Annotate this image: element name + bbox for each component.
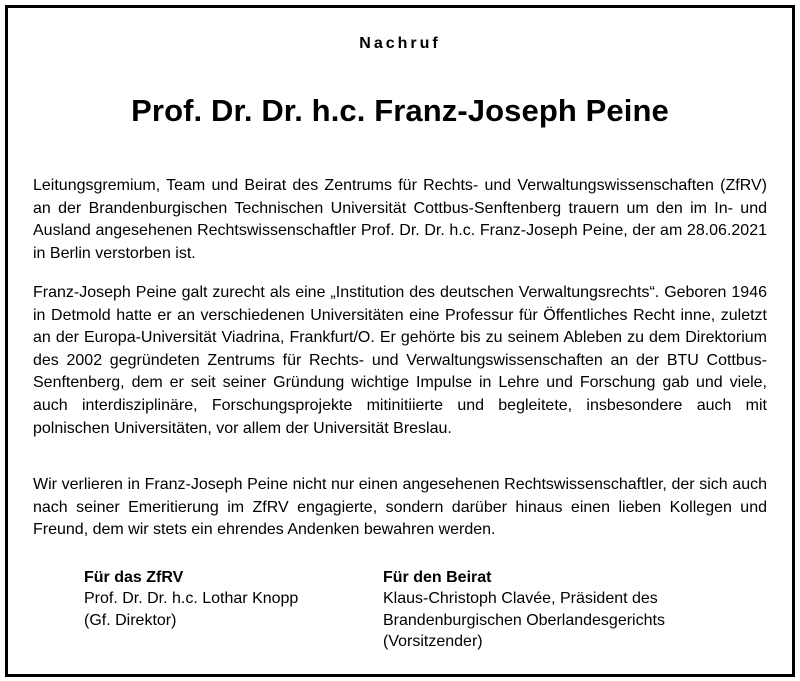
paragraph-intro: Leitungsgremium, Team und Beirat des Zentrums für Rechts- und Verwaltungswissenschaften (ZfRV) an der Brandenburgischen Technischen Universität Cottbus-Senftenberg trauern um den im In- und Ausland angesehenen Rechtswissenschaftler Prof. Dr. Dr. h.c. Franz-Joseph Peine, der am 28.06.2021 in Berlin verstorben ist. bbox=[33, 177, 767, 262]
notice-title: Prof. Dr. Dr. h.c. Franz-Joseph Peine bbox=[131, 93, 669, 128]
signature-heading: Für das ZfRV bbox=[84, 569, 184, 586]
signature-line: Prof. Dr. Dr. h.c. Lothar Knopp bbox=[84, 590, 299, 608]
signature-heading: Für den Beirat bbox=[383, 569, 492, 586]
signature-line: Klaus-Christoph Clavée, Präsident des bbox=[383, 590, 658, 608]
signature-zfrv bbox=[84, 567, 298, 631]
notice-kicker: Nachruf bbox=[359, 35, 441, 52]
signature-beirat bbox=[383, 567, 665, 652]
signature-line: (Gf. Direktor) bbox=[84, 611, 177, 629]
signature-line: (Vorsitzender) bbox=[383, 632, 483, 650]
paragraph-biography: Franz-Joseph Peine galt zurecht als eine „Institution des deutschen Verwaltungsrechts“. Geboren 1946 in Detmold hatte er an verschiedenen Universitäten eine Professur für Öffentliches Recht inne, zuletzt an der Europa-Universität Viadrina, Frankfurt/O. Er gehörte bis zu seinem Ableben zu dem Direktorium des 2002 gegründeten Zentrums für Rechts- und Verwaltungswissenschaften an der BTU Cottbus-Senftenberg, dem er seit seiner Gründung wichtige Impulse in Lehre und Forschung gab und viele, auch interdisziplinäre, Forschungsprojekte mitinitiierte und begleitete, insbesondere auch mit polnischen Universitäten, vor allem der Universität Breslau. bbox=[33, 284, 767, 437]
paragraph-closing: Wir verlieren in Franz-Joseph Peine nicht nur einen angesehenen Rechtswissenschaftler, der sich auch nach seiner Emeritierung im ZfRV engagierte, sondern darüber hinaus einen lieben Kollegen und Freund, dem wir stets ein ehrendes Andenken bewahren werden. bbox=[33, 476, 767, 539]
signature-line: Brandenburgischen Oberlandesgerichts bbox=[383, 611, 665, 629]
